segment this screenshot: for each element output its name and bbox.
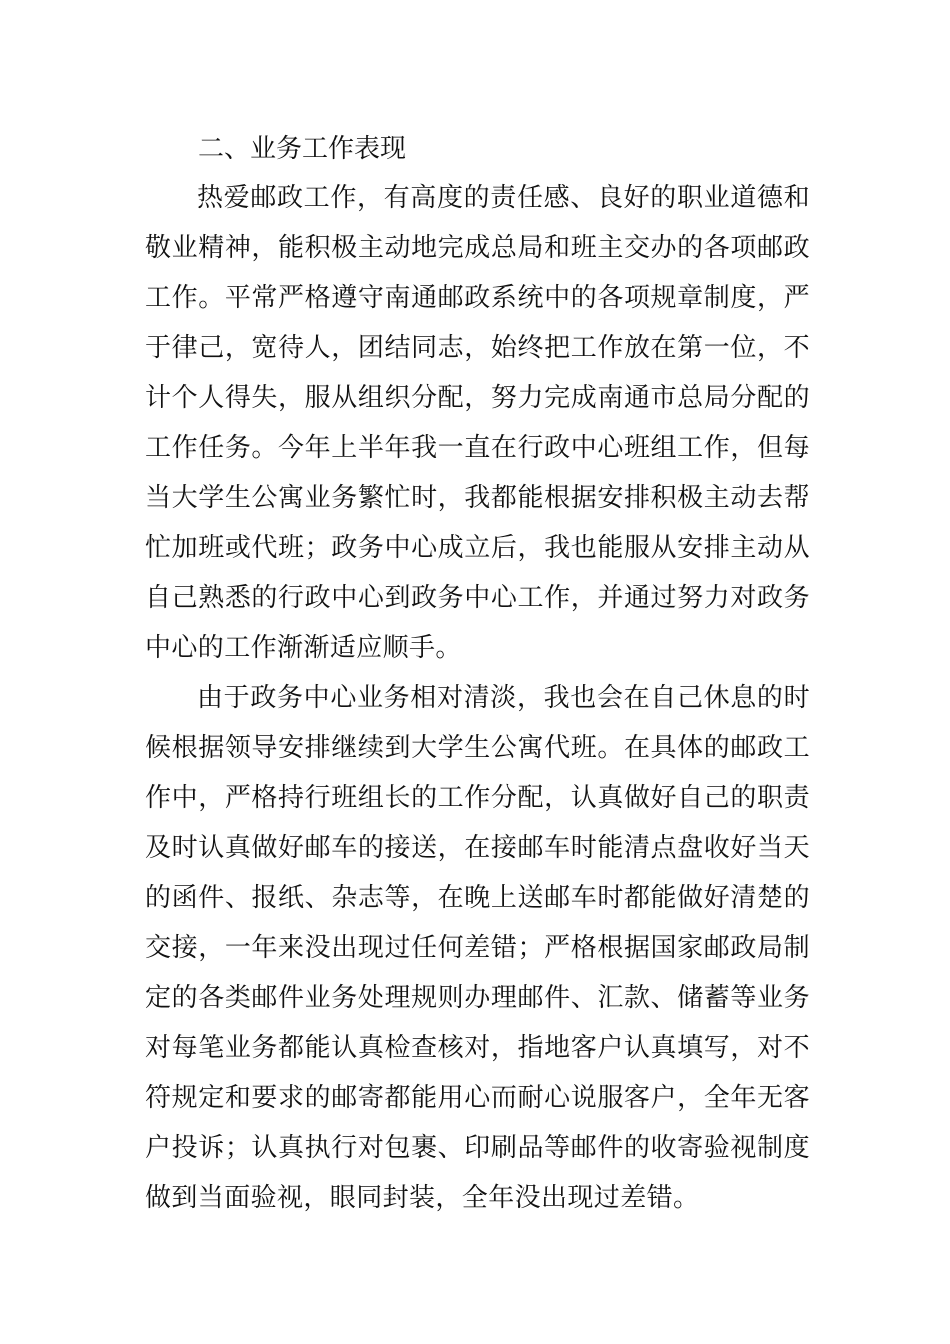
paragraph-work-details: 由于政务中心业务相对清淡，我也会在自己休息的时候根据领导安排继续到大学生公寓代班。在具体的邮政工作中，严格持行班组长的工作分配，认真做好自己的职责及时认真做好邮车的接送，在接邮车时能清点盘收好当天的函件、报纸、杂志等，在晚上送邮车时都能做好清楚的交接，一年来没出现过任何差错；严格根据国家邮政局制定的各类邮件业务处理规则办理邮件、汇款、储蓄等业务对每笔业务都能认真检查核对，指地客户认真填写，对不符规定和要求的邮寄都能用心而耐心说服客户，全年无客户投诉；认真执行对包裹、印刷品等邮件的收寄验视制度做到当面验视，眼同封装，全年没出现过差错。	[145, 683, 810, 1213]
paragraph-work-attitude: 热爱邮政工作，有高度的责任感、良好的职业道德和敬业精神，能积极主动地完成总局和班主交办的各项邮政工作。平常严格遵守南通邮政系统中的各项规章制度，严于律己，宽待人，团结同志，始终把工作放在第一位，不计个人得失，服从组织分配，努力完成南通市总局分配的工作任务。今年上半年我一直在行政中心班组工作，但每当大学生公寓业务繁忙时，我都能根据安排积极主动去帮忙加班或代班；政务中心成立后，我也能服从安排主动从自己熟悉的行政中心到政务中心工作，并通过努力对政务中心的工作渐渐适应顺手。	[145, 183, 810, 663]
section-heading: 二、业务工作表现	[198, 134, 407, 164]
document-body	[145, 126, 810, 1223]
